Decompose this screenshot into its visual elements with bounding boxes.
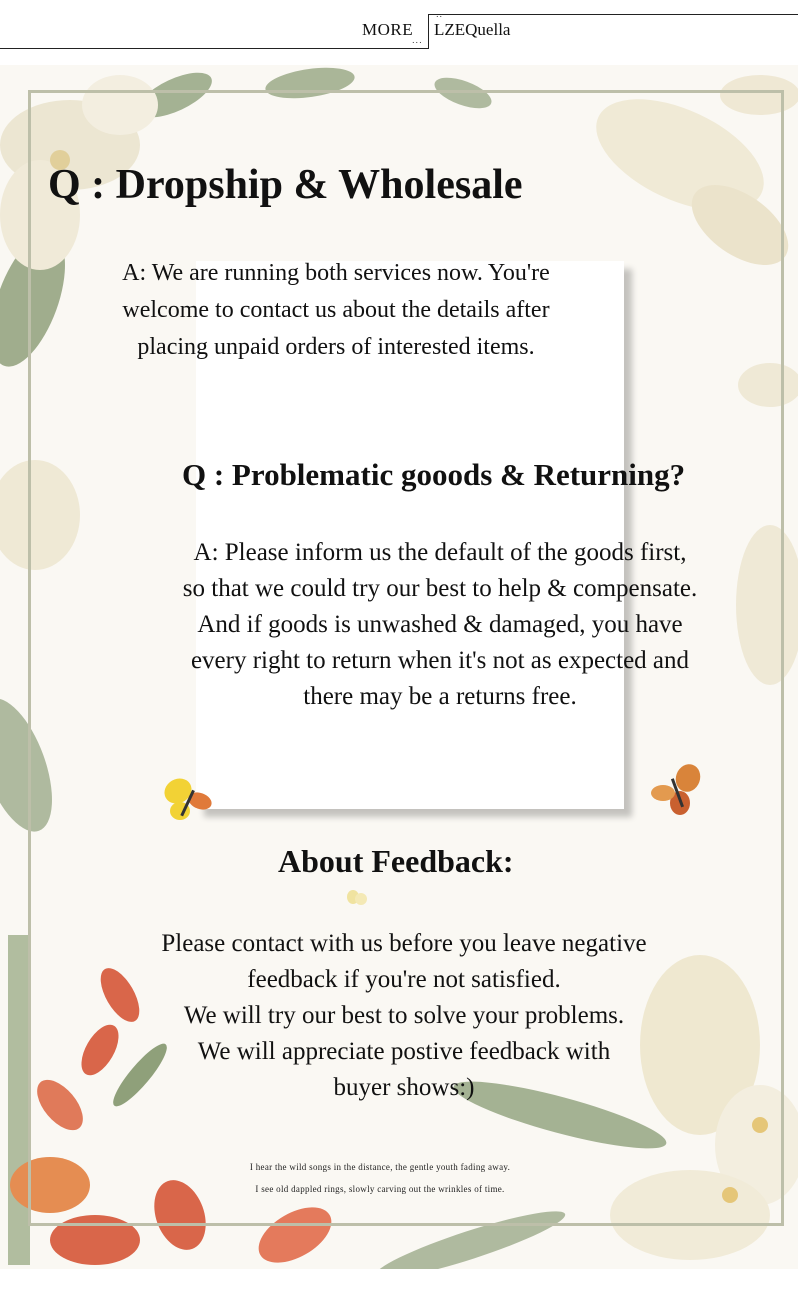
faq-answer-returning bbox=[110, 535, 770, 715]
feedback-text bbox=[90, 926, 718, 1106]
header bbox=[0, 0, 798, 60]
answer-line: every right to return when it's not as expected and bbox=[190, 647, 690, 674]
answer-line: so that we could try our best to help & compensate. bbox=[182, 575, 698, 602]
answer-line: And if goods is unwashed & damaged, you have bbox=[197, 611, 683, 638]
feedback-line: feedback if you're not satisfied. bbox=[247, 966, 561, 993]
answer-line: placing unpaid orders of interested items. bbox=[137, 334, 535, 360]
feedback-title: About Feedback: bbox=[278, 843, 514, 879]
butterfly-icon bbox=[648, 758, 708, 820]
answer-line: there may be a returns free. bbox=[303, 683, 577, 710]
header-divider-left bbox=[0, 48, 428, 49]
faq-card bbox=[0, 65, 798, 1269]
dots-decoration: .. bbox=[436, 10, 444, 19]
quote-line-1: I hear the wild songs in the distance, the gentle youth fading away. bbox=[249, 1162, 511, 1172]
butterfly-icon bbox=[160, 771, 216, 827]
feedback-line: We will try our best to solve your problems. bbox=[183, 1002, 625, 1029]
answer-line: A: Please inform us the default of the goods first, bbox=[193, 539, 687, 566]
dots-decoration: ... bbox=[412, 36, 423, 45]
header-divider-vertical bbox=[428, 14, 429, 49]
butterfly-icon bbox=[345, 887, 369, 911]
feedback-line: buyer shows:) bbox=[333, 1074, 475, 1101]
quote-line-2: I see old dappled rings, slowly carving out the wrinkles of time. bbox=[255, 1184, 505, 1194]
faq-question-returning: Q : Problematic gooods & Returning? bbox=[182, 457, 686, 492]
feedback-line: We will appreciate postive feedback with bbox=[197, 1038, 611, 1065]
answer-line: welcome to contact us about the details after bbox=[122, 297, 550, 323]
feedback-line: Please contact with us before you leave negative bbox=[161, 930, 647, 957]
faq-question-dropship: Q : Dropship & Wholesale bbox=[48, 162, 523, 208]
brand-name[interactable]: LZEQuella bbox=[434, 20, 511, 39]
answer-line: A: We are running both services now. You're bbox=[122, 260, 550, 286]
more-link[interactable]: MORE bbox=[362, 20, 414, 39]
header-divider-right bbox=[428, 14, 798, 15]
faq-answer-dropship bbox=[36, 255, 636, 366]
